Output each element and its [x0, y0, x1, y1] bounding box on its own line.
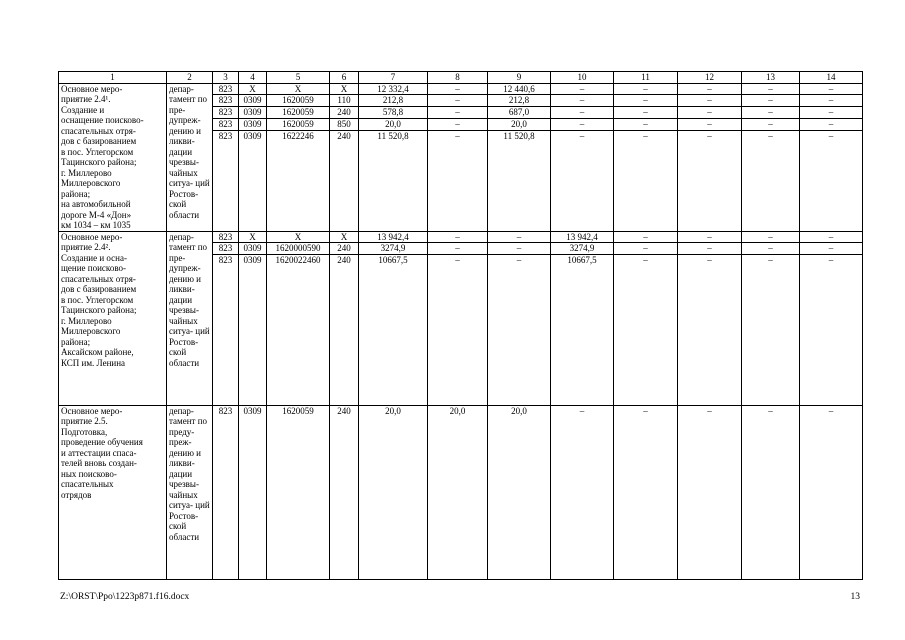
- table-row: [59, 83, 863, 95]
- table-cell: 0309: [239, 254, 267, 405]
- table-cell: 3274,9: [359, 243, 428, 255]
- table-cell: –: [488, 231, 551, 243]
- table-cell: 0309: [239, 130, 267, 231]
- table-cell: 1622246: [267, 130, 330, 231]
- table-cell: 0309: [239, 95, 267, 107]
- table-cell: –: [614, 405, 678, 579]
- table-cell: 12 440,6: [488, 83, 551, 95]
- header-cell: 12: [678, 72, 742, 84]
- table-cell: –: [678, 130, 742, 231]
- header-cell: 9: [488, 72, 551, 84]
- header-cell: 10: [551, 72, 614, 84]
- table-cell: –: [614, 83, 678, 95]
- table-cell: 240: [330, 107, 359, 119]
- header-cell: 7: [359, 72, 428, 84]
- table-cell: –: [614, 243, 678, 255]
- table-cell: 11 520,8: [488, 130, 551, 231]
- executor-label: депар- тамент по пре- дупреж- дению и ликви- дации чрезвы- чайных ситуа- ций Ростов- ской области: [167, 231, 213, 405]
- table-cell: –: [428, 83, 488, 95]
- table-cell: 12 332,4: [359, 83, 428, 95]
- table-cell: 240: [330, 254, 359, 405]
- table-cell: –: [614, 130, 678, 231]
- table-cell: 20,0: [488, 405, 551, 579]
- table-cell: –: [678, 405, 742, 579]
- table-cell: 10667,5: [359, 254, 428, 405]
- table-cell: X: [239, 231, 267, 243]
- header-cell: 2: [167, 72, 213, 84]
- table-cell: –: [742, 254, 800, 405]
- table-cell: 823: [213, 95, 239, 107]
- table-cell: 0309: [239, 118, 267, 130]
- table-cell: 10667,5: [551, 254, 614, 405]
- table-cell: –: [551, 405, 614, 579]
- table-cell: –: [428, 231, 488, 243]
- table-cell: 1620059: [267, 107, 330, 119]
- table-cell: 823: [213, 254, 239, 405]
- table-cell: –: [614, 118, 678, 130]
- table-cell: 0309: [239, 243, 267, 255]
- table-cell: 0309: [239, 107, 267, 119]
- table-cell: –: [488, 254, 551, 405]
- table-cell: 212,8: [488, 95, 551, 107]
- table-cell: –: [488, 243, 551, 255]
- table-cell: 1620059: [267, 405, 330, 579]
- table-body: [59, 72, 863, 580]
- table-cell: –: [678, 231, 742, 243]
- table-cell: 823: [213, 405, 239, 579]
- table-cell: 3274,9: [551, 243, 614, 255]
- table-cell: –: [428, 95, 488, 107]
- table-cell: 240: [330, 405, 359, 579]
- table-cell: X: [330, 83, 359, 95]
- table-row: [59, 231, 863, 243]
- table-cell: –: [800, 130, 863, 231]
- table-cell: –: [551, 107, 614, 119]
- header-cell: 8: [428, 72, 488, 84]
- table-cell: –: [742, 95, 800, 107]
- table-cell: X: [267, 83, 330, 95]
- header-cell: 5: [267, 72, 330, 84]
- table-cell: 823: [213, 107, 239, 119]
- table-cell: 687,0: [488, 107, 551, 119]
- measure-label: Основное меро- приятие 2.5. Подготовка, проведение обучения и аттестации спаса- телей вновь создан- ных поисково- спасательных отрядов: [59, 405, 167, 579]
- table-cell: –: [678, 83, 742, 95]
- table-cell: 240: [330, 243, 359, 255]
- table-cell: 823: [213, 118, 239, 130]
- table-cell: –: [614, 95, 678, 107]
- table-cell: 212,8: [359, 95, 428, 107]
- measure-label: Основное меро- приятие 2.4². Создание и осна- щение поисково- спасательных отря- дов с базированием в пос. Углегорском Тацинского района; г. Миллерово Миллеровского района; Аксайском районе, КСП им. Ленина: [59, 231, 167, 405]
- table-cell: –: [678, 118, 742, 130]
- table-cell: –: [800, 118, 863, 130]
- table-cell: 20,0: [359, 118, 428, 130]
- table-cell: 823: [213, 231, 239, 243]
- header-cell: 11: [614, 72, 678, 84]
- table-cell: –: [428, 254, 488, 405]
- table-cell: –: [800, 95, 863, 107]
- table-cell: –: [614, 231, 678, 243]
- table-cell: –: [742, 107, 800, 119]
- table-cell: 0309: [239, 405, 267, 579]
- table-cell: 11 520,8: [359, 130, 428, 231]
- header-cell: 1: [59, 72, 167, 84]
- table-cell: 1620000590: [267, 243, 330, 255]
- table-cell: –: [614, 107, 678, 119]
- header-cell: 14: [800, 72, 863, 84]
- table-cell: 850: [330, 118, 359, 130]
- table-cell: 20,0: [488, 118, 551, 130]
- table-cell: –: [428, 130, 488, 231]
- table-cell: 13 942,4: [359, 231, 428, 243]
- table-cell: –: [428, 118, 488, 130]
- table-cell: 20,0: [359, 405, 428, 579]
- table-cell: 823: [213, 83, 239, 95]
- table-cell: –: [742, 231, 800, 243]
- header-cell: 3: [213, 72, 239, 84]
- table-cell: 1620059: [267, 95, 330, 107]
- table-cell: 578,8: [359, 107, 428, 119]
- table-cell: –: [428, 107, 488, 119]
- table-cell: –: [800, 405, 863, 579]
- table-cell: –: [678, 243, 742, 255]
- table-cell: –: [551, 83, 614, 95]
- table-cell: –: [551, 95, 614, 107]
- file-path: Z:\ORST\Ppo\1223p871.f16.docx: [60, 592, 190, 602]
- header-cell: 4: [239, 72, 267, 84]
- header-cell: 13: [742, 72, 800, 84]
- table-cell: 20,0: [428, 405, 488, 579]
- table-cell: –: [742, 118, 800, 130]
- executor-label: депар- тамент по пре- дупреж- дению и ликви- дации чрезвы- чайных ситуа- ций Ростов- ской области: [167, 83, 213, 231]
- table-cell: –: [678, 254, 742, 405]
- budget-table: [58, 71, 863, 580]
- table-cell: –: [678, 107, 742, 119]
- executor-label: депар- тамент по преду- преж- дению и ликви- дации чрезвы- чайных ситуа- ций Ростов- ской области: [167, 405, 213, 579]
- table-cell: –: [742, 83, 800, 95]
- table-cell: 823: [213, 130, 239, 231]
- header-cell: 6: [330, 72, 359, 84]
- table-cell: –: [678, 95, 742, 107]
- table-cell: 1620022460: [267, 254, 330, 405]
- table-cell: –: [742, 405, 800, 579]
- table-cell: –: [800, 83, 863, 95]
- table-cell: 110: [330, 95, 359, 107]
- table-cell: 1620059: [267, 118, 330, 130]
- table-cell: –: [742, 243, 800, 255]
- measure-label: Основное меро- приятие 2.4¹. Создание и оснащение поисково- спасательных отря- дов с базированием в пос. Углегорском Тацинского района; г. Миллерово Миллеровского района; на автомобильной дороге М-4 «Дон» км 1034 – км 1035: [59, 83, 167, 231]
- page-number: 13: [850, 592, 860, 602]
- table-cell: –: [742, 130, 800, 231]
- table-row: [59, 405, 863, 579]
- table-cell: –: [800, 243, 863, 255]
- table-cell: –: [614, 254, 678, 405]
- table-cell: –: [800, 231, 863, 243]
- table-cell: X: [267, 231, 330, 243]
- table-cell: X: [239, 83, 267, 95]
- table-cell: 240: [330, 130, 359, 231]
- table-cell: –: [800, 254, 863, 405]
- table-cell: –: [800, 107, 863, 119]
- header-row: [59, 72, 863, 84]
- table-cell: 13 942,4: [551, 231, 614, 243]
- table-cell: 823: [213, 243, 239, 255]
- table-cell: –: [551, 118, 614, 130]
- table-cell: –: [551, 130, 614, 231]
- table-cell: X: [330, 231, 359, 243]
- table-cell: –: [428, 243, 488, 255]
